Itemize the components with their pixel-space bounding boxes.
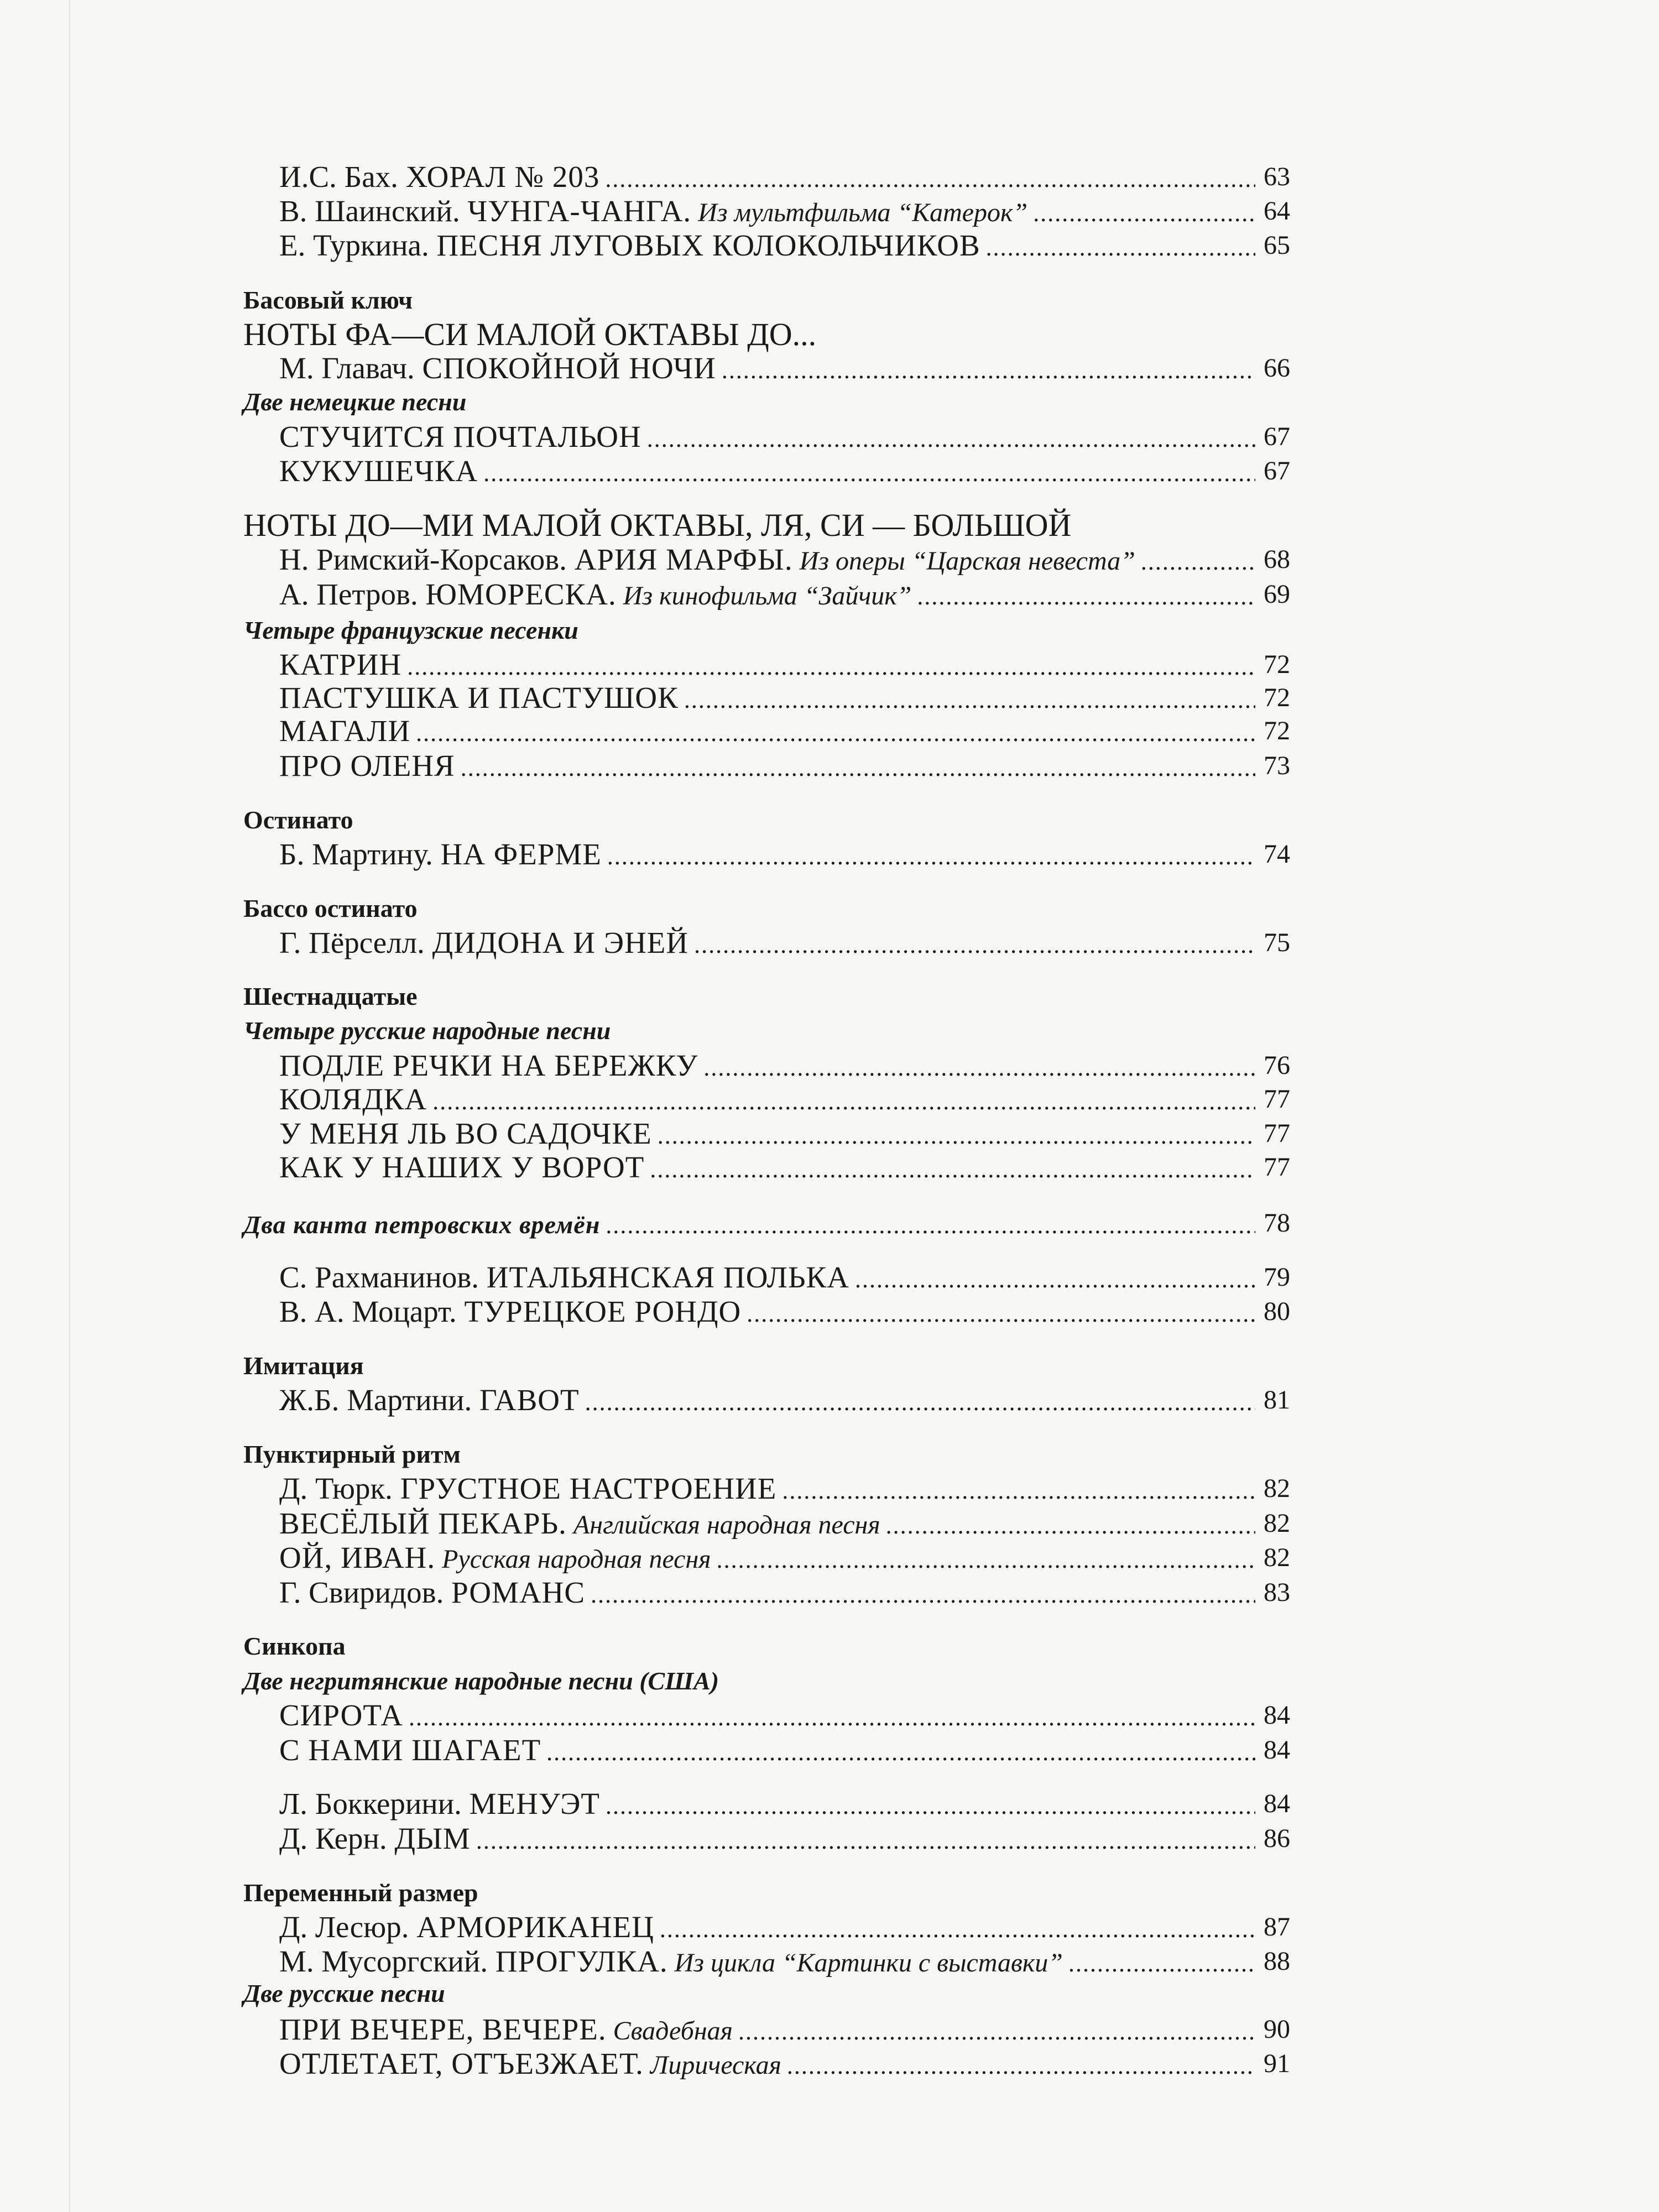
composer: Н. Римский-Корсаков. bbox=[279, 542, 575, 576]
piece-title: ТУРЕЦКОЕ РОНДО bbox=[464, 1295, 742, 1328]
toc-entry bbox=[0, 1817, 1659, 1861]
page-number: 64 bbox=[1264, 196, 1290, 226]
toc-entry-text bbox=[279, 223, 1255, 270]
page-number: 65 bbox=[1264, 231, 1290, 260]
composer: М. Главач. bbox=[279, 351, 422, 385]
entry-label bbox=[279, 1145, 644, 1191]
section-heading: Шестнадцатые bbox=[243, 982, 418, 1010]
entry-label bbox=[279, 223, 980, 269]
entry-label bbox=[279, 1817, 471, 1863]
piece-title: ВЕСЁЛЫЙ ПЕКАРЬ. bbox=[279, 1506, 567, 1540]
toc-entry bbox=[0, 1201, 1659, 1245]
section-heading: Пунктирный ритм bbox=[243, 1440, 461, 1468]
page-number: 90 bbox=[1264, 2015, 1290, 2044]
piece-title: ДИДОНА И ЭНЕЙ bbox=[432, 926, 689, 959]
piece-title: ПРО ОЛЕНЯ bbox=[279, 749, 455, 782]
dot-leader bbox=[986, 223, 1255, 270]
piece-title: ЧУНГА-ЧАНГА. bbox=[467, 194, 692, 228]
topic-heading: НОТЫ ФА—СИ МАЛОЙ ОКТАВЫ ДО... bbox=[243, 316, 817, 352]
dot-leader bbox=[606, 1201, 1255, 1248]
piece-subtitle: Свадебная bbox=[606, 2016, 733, 2046]
composer: Л. Боккерини. bbox=[279, 1787, 469, 1820]
composer: С. Рахманинов. bbox=[279, 1260, 487, 1294]
toc-entry-text bbox=[279, 1571, 1255, 1617]
toc-entry-text bbox=[279, 921, 1255, 967]
toc-entry-text bbox=[279, 744, 1255, 790]
dot-leader bbox=[1068, 1939, 1255, 1986]
page-number: 68 bbox=[1264, 545, 1290, 574]
page-number: 84 bbox=[1264, 1735, 1290, 1765]
page-number: 67 bbox=[1264, 422, 1290, 451]
composer: И.С. Бах. bbox=[279, 160, 406, 194]
page-number: 72 bbox=[1264, 683, 1290, 712]
page-number: 81 bbox=[1264, 1385, 1290, 1415]
entry-label bbox=[279, 2042, 781, 2088]
entry-label bbox=[243, 1201, 600, 1247]
piece-subtitle: Из мультфильма “Катерок” bbox=[691, 198, 1028, 227]
piece-title: У МЕНЯ ЛЬ ВО САДОЧКЕ bbox=[279, 1117, 652, 1150]
page-number: 77 bbox=[1264, 1119, 1290, 1148]
dot-leader bbox=[787, 2042, 1255, 2088]
dot-leader bbox=[694, 921, 1255, 967]
toc-entry-text bbox=[243, 1201, 1255, 1248]
composer: Д. Лесюр. bbox=[279, 1910, 417, 1944]
section-heading: Басовый ключ bbox=[243, 286, 413, 314]
page-number: 83 bbox=[1264, 1578, 1290, 1607]
dot-leader bbox=[461, 744, 1255, 790]
page-number: 79 bbox=[1264, 1262, 1290, 1292]
entry-label bbox=[279, 832, 602, 878]
composer: М. Мусоргский. bbox=[279, 1944, 495, 1978]
piece-title: НА ФЕРМЕ bbox=[440, 837, 602, 871]
page-number: 73 bbox=[1264, 751, 1290, 780]
toc-entry bbox=[0, 832, 1659, 877]
section-heading: Две негритянские народные песни (США) bbox=[243, 1667, 719, 1695]
toc-entry-text bbox=[279, 832, 1255, 879]
composer: А. Петров. bbox=[279, 577, 426, 611]
composer: В. Шаинский. bbox=[279, 194, 468, 228]
toc-entry-text bbox=[279, 1817, 1255, 1863]
page-number: 84 bbox=[1264, 1700, 1290, 1730]
toc-entry-text bbox=[279, 1378, 1255, 1425]
section-heading: Имитация bbox=[243, 1352, 364, 1380]
dot-leader bbox=[917, 572, 1255, 619]
page-number: 86 bbox=[1264, 1824, 1290, 1853]
page-number: 63 bbox=[1264, 162, 1290, 191]
piece-title: МЕНУЭТ bbox=[469, 1787, 601, 1820]
toc-entry-text bbox=[279, 1145, 1255, 1192]
page-number: 69 bbox=[1264, 580, 1290, 609]
composer: Б. Мартину. bbox=[279, 837, 441, 871]
composer: В. А. Моцарт. bbox=[279, 1295, 465, 1328]
toc-entry bbox=[0, 1290, 1659, 1334]
dot-leader bbox=[585, 1378, 1255, 1425]
page-number: 78 bbox=[1264, 1208, 1290, 1238]
topic-heading: НОТЫ ДО—МИ МАЛОЙ ОКТАВЫ, ЛЯ, СИ — БОЛЬШОЙ bbox=[243, 507, 1072, 543]
dot-leader bbox=[546, 1728, 1255, 1775]
page-number: 72 bbox=[1264, 650, 1290, 679]
piece-subtitle: Из цикла “Картинки с выставки” bbox=[667, 1948, 1063, 1978]
composer: Г. Пёрселл. bbox=[279, 926, 432, 959]
page-number: 80 bbox=[1264, 1297, 1290, 1326]
dot-leader bbox=[476, 1817, 1255, 1863]
page-number: 84 bbox=[1264, 1789, 1290, 1818]
page-number: 74 bbox=[1264, 839, 1290, 869]
page-number: 82 bbox=[1264, 1509, 1290, 1538]
piece-title: КУКУШЕЧКА bbox=[279, 454, 478, 488]
piece-title: СПОКОЙНОЙ НОЧИ bbox=[422, 351, 716, 385]
section-heading: Синкопа bbox=[243, 1632, 346, 1660]
entry-label bbox=[279, 1290, 741, 1335]
piece-title: Два канта петровских времён bbox=[243, 1211, 601, 1239]
piece-title: ГРУСТНОЕ НАСТРОЕНИЕ bbox=[400, 1472, 777, 1505]
toc-entry-text bbox=[279, 2042, 1255, 2088]
page-number: 72 bbox=[1264, 716, 1290, 745]
toc-entry bbox=[0, 744, 1659, 788]
toc-entry-text bbox=[279, 1728, 1255, 1775]
dot-leader bbox=[747, 1290, 1255, 1336]
piece-title: ЮМОРЕСКА. bbox=[425, 577, 617, 611]
piece-title: КАТРИН bbox=[279, 648, 402, 681]
section-heading: Две русские песни bbox=[243, 1979, 445, 2007]
toc-entry bbox=[0, 223, 1659, 268]
page-number: 76 bbox=[1264, 1051, 1290, 1080]
entry-label bbox=[279, 1728, 541, 1774]
entry-label bbox=[279, 449, 478, 495]
page-number: 82 bbox=[1264, 1474, 1290, 1503]
page-number: 87 bbox=[1264, 1912, 1290, 1942]
piece-title: С НАМИ ШАГАЕТ bbox=[279, 1733, 541, 1767]
toc-entry bbox=[0, 1378, 1659, 1422]
dot-leader bbox=[483, 449, 1255, 495]
toc-entry-text bbox=[279, 1290, 1255, 1336]
entry-label bbox=[279, 921, 688, 967]
dot-leader bbox=[722, 346, 1255, 393]
dot-leader bbox=[591, 1571, 1255, 1617]
entry-label bbox=[279, 1378, 580, 1424]
composer: Г. Свиридов. bbox=[279, 1575, 452, 1609]
piece-title: ХОРАЛ № 203 bbox=[405, 160, 600, 194]
piece-title: ДЫМ bbox=[394, 1822, 471, 1855]
composer: Д. Тюрк. bbox=[279, 1472, 400, 1505]
piece-subtitle: Из кинофильма “Зайчик” bbox=[616, 581, 912, 611]
section-heading: Бассо остинато bbox=[243, 894, 418, 922]
piece-subtitle: Лирическая bbox=[643, 2051, 781, 2080]
toc-entry bbox=[0, 1145, 1659, 1190]
toc-entry bbox=[0, 1728, 1659, 1772]
section-heading: Четыре французские песенки bbox=[243, 616, 578, 644]
page-number: 77 bbox=[1264, 1152, 1290, 1182]
toc-entry bbox=[0, 449, 1659, 493]
piece-title: АРМОРИКАНЕЦ bbox=[416, 1910, 654, 1944]
toc-entry-text bbox=[279, 449, 1255, 495]
page-number: 77 bbox=[1264, 1084, 1290, 1114]
dot-leader bbox=[650, 1145, 1255, 1192]
piece-title: СТУЧИТСЯ ПОЧТАЛЬОН bbox=[279, 420, 641, 453]
piece-title: КОЛЯДКА bbox=[279, 1082, 427, 1116]
section-heading: Переменный размер bbox=[243, 1879, 478, 1907]
piece-title: СИРОТА bbox=[279, 1698, 403, 1732]
toc-entry bbox=[0, 921, 1659, 965]
piece-title: ПАСТУШКА И ПАСТУШОК bbox=[279, 681, 679, 714]
page-number: 66 bbox=[1264, 353, 1290, 383]
page-number: 75 bbox=[1264, 928, 1290, 957]
piece-title: ПРОГУЛКА. bbox=[495, 1944, 668, 1978]
piece-title: ИТАЛЬЯНСКАЯ ПОЛЬКА bbox=[486, 1260, 849, 1294]
dot-leader bbox=[607, 832, 1255, 879]
section-heading: Четыре русские народные песни bbox=[243, 1016, 611, 1045]
piece-title: КАК У НАШИХ У ВОРОТ bbox=[279, 1150, 645, 1184]
piece-title: ОЙ, ИВАН. bbox=[279, 1541, 436, 1574]
composer: Е. Туркина. bbox=[279, 228, 437, 262]
piece-subtitle: Из оперы “Царская невеста” bbox=[792, 546, 1135, 576]
piece-title: МАГАЛИ bbox=[279, 714, 411, 748]
piece-title: ГАВОТ bbox=[479, 1383, 580, 1417]
entry-label bbox=[279, 744, 455, 790]
toc-entry bbox=[0, 2042, 1659, 2086]
piece-subtitle: Английская народная песня bbox=[566, 1510, 880, 1540]
page-number: 91 bbox=[1264, 2049, 1290, 2078]
page-number: 82 bbox=[1264, 1543, 1290, 1572]
composer: Ж.Б. Мартини. bbox=[279, 1383, 480, 1417]
toc-entry bbox=[0, 1571, 1659, 1615]
entry-label bbox=[279, 1571, 585, 1616]
section-heading: Две немецкие песни bbox=[243, 388, 467, 416]
piece-title: АРИЯ МАРФЫ. bbox=[574, 542, 793, 576]
piece-title: ОТЛЕТАЕТ, ОТЪЕЗЖАЕТ. bbox=[279, 2047, 644, 2080]
page-number: 67 bbox=[1264, 456, 1290, 486]
piece-title: ПОДЛЕ РЕЧКИ НА БЕРЕЖКУ bbox=[279, 1048, 698, 1082]
composer: Д. Керн. bbox=[279, 1822, 395, 1855]
piece-subtitle: Русская народная песня bbox=[435, 1545, 711, 1574]
piece-title: ПРИ ВЕЧЕРЕ, ВЕЧЕРЕ. bbox=[279, 2012, 607, 2046]
section-heading: Остинато bbox=[243, 806, 353, 834]
page-number: 88 bbox=[1264, 1947, 1290, 1976]
piece-title: ПЕСНЯ ЛУГОВЫХ КОЛОКОЛЬЧИКОВ bbox=[436, 228, 980, 262]
piece-title: РОМАНС bbox=[451, 1575, 586, 1609]
